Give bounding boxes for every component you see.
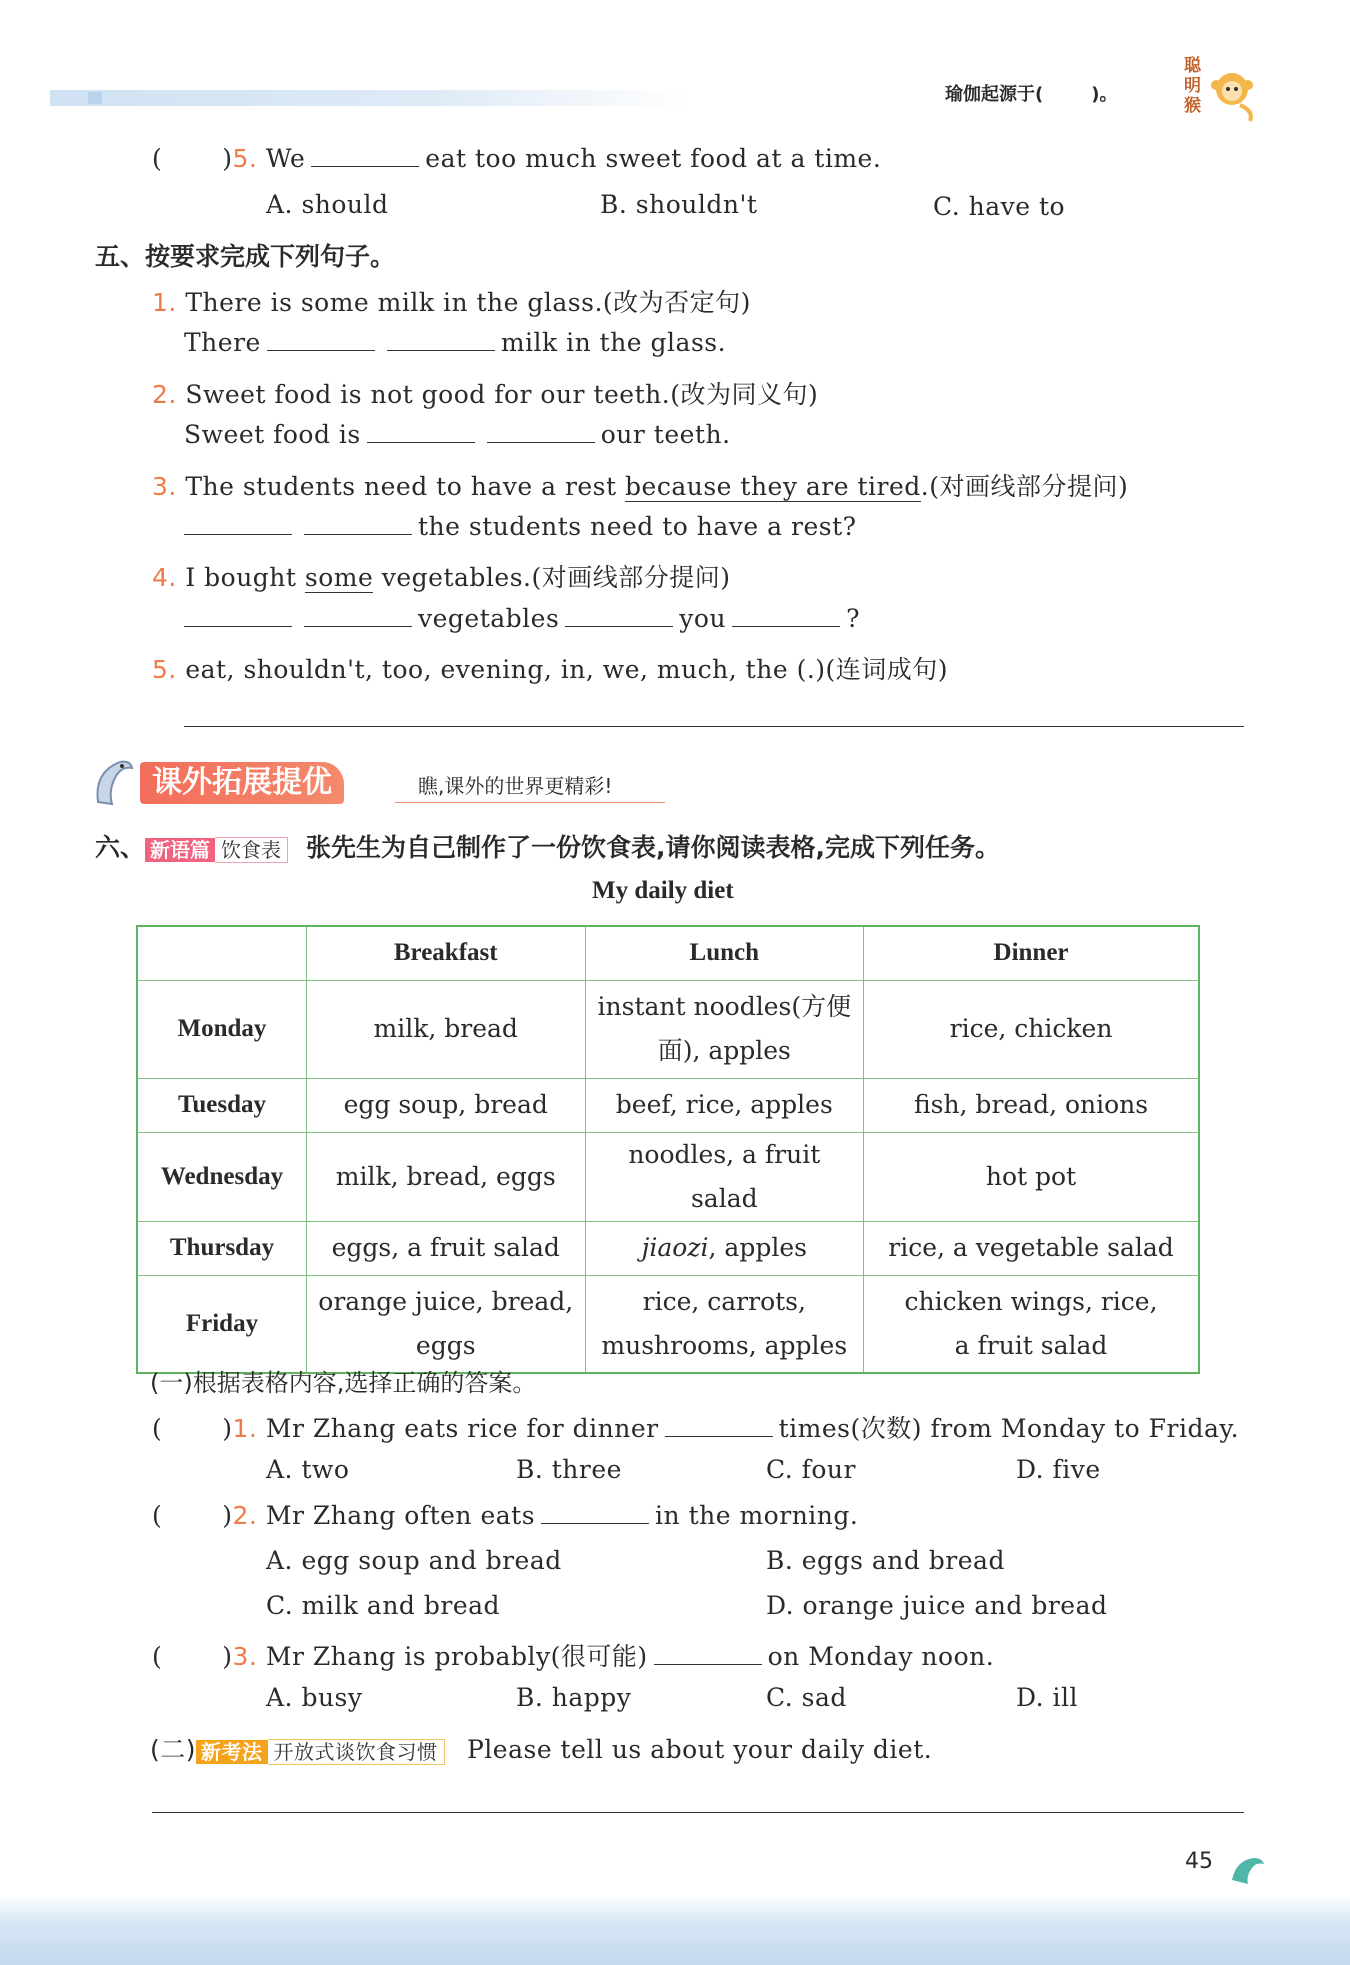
s5-item3-answer: the students need to have a rest?	[178, 512, 857, 541]
row-dinner: fish, bread, onions	[864, 1078, 1199, 1132]
row-day: Thursday	[137, 1221, 306, 1275]
part1-title: (一)根据表格内容,选择正确的答案。	[150, 1369, 537, 1397]
row-lunch: instant noodles(方便 面), apples	[585, 980, 864, 1078]
row-breakfast: egg soup, bread	[306, 1078, 585, 1132]
row-dinner: rice, a vegetable salad	[864, 1221, 1199, 1275]
p1-q2-option-d[interactable]: D. orange juice and bread	[766, 1591, 1108, 1620]
row-dinner: chicken wings, rice, a fruit salad	[864, 1275, 1199, 1373]
p1-q2-option-a[interactable]: A. egg soup and bread	[266, 1546, 562, 1575]
p1-q3-option-c[interactable]: C. sad	[766, 1683, 847, 1712]
table-row	[137, 1078, 1199, 1132]
p1-q3-option-b[interactable]: B. happy	[516, 1683, 632, 1712]
header-stripe-marker	[88, 92, 102, 104]
q5-option-a[interactable]: A. should	[266, 190, 389, 219]
table-row	[137, 1132, 1199, 1221]
row-lunch: rice, carrots, mushrooms, apples	[585, 1275, 864, 1373]
p1-q1: ( )1. Mr Zhang eats rice for dinner times(次数) from Monday to Friday.	[152, 1414, 1240, 1443]
part2-tag: 新考法 开放式谈饮食习惯	[196, 1737, 445, 1767]
table-header-lunch: Lunch	[585, 926, 864, 980]
row-lunch: beef, rice, apples	[585, 1078, 864, 1132]
q5-option-c[interactable]: C. have to	[933, 192, 1066, 221]
s5-item5: 5. eat, shouldn't, too, evening, in, we, much, the (.)(连词成句)	[152, 655, 949, 684]
mascot-label: 聪明猴	[1184, 56, 1201, 116]
table-header-breakfast: Breakfast	[306, 926, 585, 980]
footer-wave	[0, 1895, 1350, 1965]
p1-q3-option-a[interactable]: A. busy	[266, 1683, 363, 1712]
row-dinner: hot pot	[864, 1132, 1199, 1221]
table-header-dinner: Dinner	[864, 926, 1199, 980]
row-day: Tuesday	[137, 1078, 306, 1132]
s5-item4-answer: vegetables you ?	[178, 604, 860, 633]
p1-q1-option-c[interactable]: C. four	[766, 1455, 856, 1484]
row-day: Monday	[137, 980, 306, 1078]
q5-option-b[interactable]: B. shouldn't	[600, 190, 758, 219]
dolphin-footer-icon	[1228, 1852, 1268, 1888]
p1-q3-option-d[interactable]: D. ill	[1016, 1683, 1079, 1712]
p1-q1-option-b[interactable]: B. three	[516, 1455, 622, 1484]
s5-item1-answer: There milk in the glass.	[184, 328, 727, 357]
section6-header: 六、 新语篇 饮食表 张先生为自己制作了一份饮食表,请你阅读表格,完成下列任务。	[95, 828, 1000, 865]
row-breakfast: milk, bread	[306, 980, 585, 1078]
p1-q3: ( )3. Mr Zhang is probably(很可能) on Monday noon.	[152, 1642, 995, 1671]
part2-answer-line[interactable]	[152, 1812, 1244, 1813]
table-header-empty	[137, 926, 306, 980]
p1-q2-option-c[interactable]: C. milk and bread	[266, 1591, 501, 1620]
extension-slogan: 瞧,课外的世界更精彩!	[418, 774, 613, 798]
row-day: Friday	[137, 1275, 306, 1373]
table-row	[137, 980, 1199, 1078]
table-row	[137, 1275, 1199, 1373]
page-number: 45	[1185, 1849, 1213, 1874]
section5-title: 五、按要求完成下列句子。	[95, 242, 396, 271]
q5-line: ( )5. We eat too much sweet food at a time.	[152, 144, 882, 173]
extension-underline	[395, 802, 665, 803]
row-breakfast: milk, bread, eggs	[306, 1132, 585, 1221]
row-dinner: rice, chicken	[864, 980, 1199, 1078]
s5-item3: 3. The students need to have a rest because they are tired.(对画线部分提问)	[152, 472, 1129, 501]
s5-item2-answer: Sweet food is our teeth.	[184, 420, 731, 449]
section6-tag: 新语篇 饮食表	[145, 835, 288, 865]
s5-item5-answer-line[interactable]	[184, 726, 1244, 727]
diet-table	[136, 925, 1200, 1374]
dolphin-icon	[88, 752, 138, 814]
row-breakfast: orange juice, bread, eggs	[306, 1275, 585, 1373]
header-stripe	[50, 90, 690, 106]
p1-q1-option-d[interactable]: D. five	[1016, 1455, 1101, 1484]
extension-banner: 课外拓展提优	[140, 762, 344, 804]
table-row	[137, 1221, 1199, 1275]
p1-q2: ( )2. Mr Zhang often eats in the morning.	[152, 1501, 859, 1530]
table-title: My daily diet	[592, 877, 734, 904]
row-lunch: noodles, a fruit salad	[585, 1132, 864, 1221]
row-lunch: jiaozi, apples	[585, 1221, 864, 1275]
row-breakfast: eggs, a fruit salad	[306, 1221, 585, 1275]
p1-q2-option-b[interactable]: B. eggs and bread	[766, 1546, 1005, 1575]
header-tip: 瑜伽起源于( )。	[945, 84, 1118, 105]
s5-item2: 2. Sweet food is not good for our teeth.(改为同义句)	[152, 380, 819, 409]
s5-item4: 4. I bought some vegetables.(对画线部分提问)	[152, 563, 731, 592]
part2-line: (二) 新考法 开放式谈饮食习惯 Please tell us about your daily diet.	[150, 1730, 932, 1767]
p1-q1-option-a[interactable]: A. two	[266, 1455, 350, 1484]
s5-item1: 1. There is some milk in the glass.(改为否定句)	[152, 288, 751, 317]
row-day: Wednesday	[137, 1132, 306, 1221]
